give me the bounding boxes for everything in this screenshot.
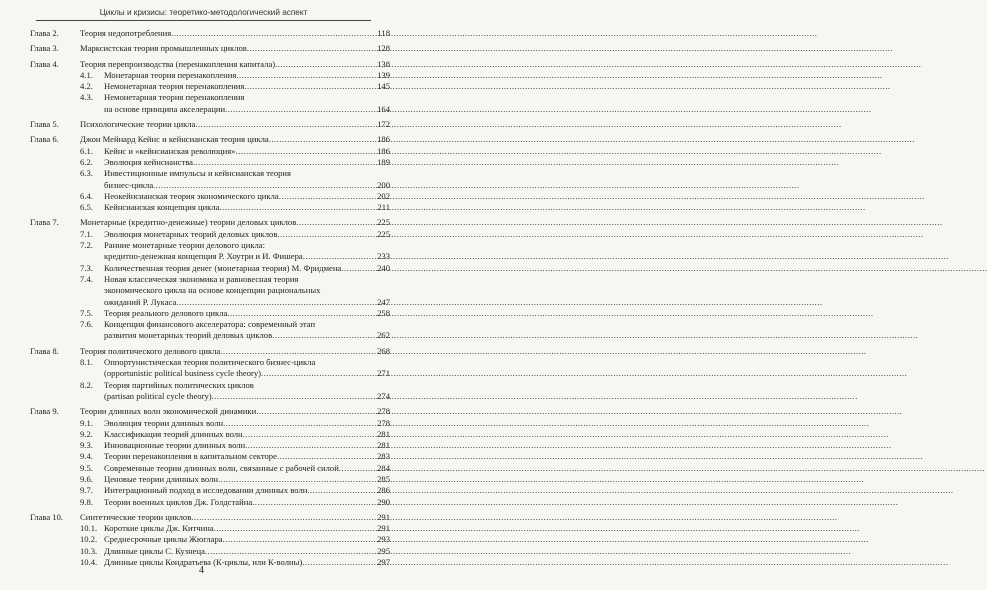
dot-leader	[244, 81, 376, 92]
section-entry	[30, 451, 390, 462]
entry-title: Теории перенакопления в капитальном секторе	[104, 451, 277, 462]
dot-leader	[227, 308, 376, 319]
section-number: 10.1.	[80, 523, 98, 534]
entry-title: Теория политического делового цикла	[80, 345, 221, 356]
page-ref: 225	[377, 228, 390, 239]
entry-continuation	[30, 285, 390, 296]
dot-leader	[205, 546, 376, 557]
dot-leader	[223, 534, 377, 545]
dot-leader	[176, 297, 376, 308]
entry-title: Немонетарная теория перенакопления	[104, 92, 245, 103]
entry-title: Эволюция кейнсианства	[104, 156, 193, 167]
section-number: 10.4.	[80, 557, 98, 568]
chapter-entry	[30, 134, 390, 145]
page-ref: 293	[377, 534, 390, 545]
entry-title: (opportunistic political business cycle theory)	[104, 368, 262, 379]
entry-title: Психологические теории цикла	[80, 119, 196, 130]
page-ref: 281	[377, 428, 390, 439]
entry-title: Кейнс и «кейнсианская революция»	[104, 145, 236, 156]
dot-leader	[245, 440, 376, 451]
chapter-entry	[30, 43, 390, 54]
chapter-number: Глава 10.	[30, 511, 64, 522]
section-entry	[30, 70, 390, 81]
section-entry	[30, 229, 390, 240]
entry-title: Количественная теория денег (монетарная теория) М. Фридмена	[104, 262, 342, 273]
page-number: 4	[199, 565, 204, 576]
section-entry	[30, 485, 390, 496]
entry-title: Длинные циклы Кондратьева (К-циклы, или К-волны)	[104, 557, 303, 568]
chapter-number: Глава 4.	[30, 58, 59, 69]
entry-title: Синтетические теории циклов	[80, 511, 192, 522]
entry-title: бизнес-цикла	[104, 179, 154, 190]
dot-leader	[277, 451, 376, 462]
section-number: 6.1.	[80, 145, 93, 156]
entry-title: Инновационные теории длинных волн	[104, 440, 246, 451]
page-ref: 247	[377, 296, 390, 307]
entry-continuation	[30, 251, 390, 262]
section-entry	[30, 497, 390, 508]
dot-leader	[307, 485, 376, 496]
page-ref: 271	[377, 368, 390, 379]
section-number: 9.5.	[80, 462, 93, 473]
section-entry	[30, 308, 390, 319]
entry-title: Классификация теорий длинных волн	[104, 428, 243, 439]
section-entry	[30, 191, 390, 202]
page-ref: 258	[377, 307, 390, 318]
entry-title: экономического цикла на основе концепции рациональных	[104, 285, 321, 296]
dot-leader	[225, 104, 376, 115]
section-entry	[30, 202, 390, 213]
page-ref: 164	[377, 103, 390, 114]
entry-continuation	[30, 104, 390, 115]
chapter-entry	[30, 59, 390, 70]
section-entry	[30, 418, 390, 429]
page-ref: 186	[377, 134, 390, 145]
entry-title: Короткие циклы Дж. Китчина	[104, 523, 214, 534]
section-entry	[30, 474, 390, 485]
section-number: 4.2.	[80, 81, 93, 92]
entry-title: развития монетарных теорий деловых циклов	[104, 330, 273, 341]
dot-leader	[272, 330, 376, 341]
entry-continuation	[30, 330, 390, 341]
section-entry	[30, 146, 390, 157]
page-ref: 286	[377, 485, 390, 496]
page-ref: 262	[377, 330, 390, 341]
entry-title: (partisan political cycle theory)	[104, 390, 212, 401]
entry-title: Длинные циклы С. Кузнеца	[104, 545, 205, 556]
page-ref: 284	[377, 462, 390, 473]
section-number: 7.5.	[80, 307, 93, 318]
section-entry	[30, 463, 390, 474]
entry-title: Неокейнсианская теория экономического цикла	[104, 190, 279, 201]
entry-title: Теория партийных политических циклов	[104, 379, 254, 390]
section-entry	[30, 523, 390, 534]
dot-leader	[171, 28, 376, 39]
entry-title: кредитно-денежная концепция Р. Хоутри и И. Фишера	[104, 251, 303, 262]
dot-leader	[261, 368, 376, 379]
dot-leader	[303, 251, 376, 262]
page-ref: 281	[377, 440, 390, 451]
entry-title: Эволюция монетарных теорий деловых циклов	[104, 228, 278, 239]
entry-title: Теории военных циклов Дж. Голдстайна	[104, 496, 253, 507]
entry-title: Теория перепроизводства (перенакопления капитала)	[80, 58, 276, 69]
chapter-entry	[30, 512, 390, 523]
page-ref: 233	[377, 251, 390, 262]
page-ref: 202	[377, 190, 390, 201]
section-number: 6.4.	[80, 190, 93, 201]
page-ref: 278	[377, 406, 390, 417]
section-number: 8.1.	[80, 357, 93, 368]
dot-leader	[235, 146, 376, 157]
entry-title: Новая классическая экономика и равновесная теория	[104, 273, 299, 284]
chapter-entry	[30, 119, 390, 130]
dot-leader	[256, 406, 376, 417]
page-ref: 186	[377, 145, 390, 156]
dot-leader	[220, 346, 376, 357]
entry-title: Теории длинных волн экономической динамики	[80, 406, 257, 417]
section-number: 9.4.	[80, 451, 93, 462]
page-ref: 290	[377, 496, 390, 507]
chapter-number: Глава 8.	[30, 345, 59, 356]
page-ref: 274	[377, 390, 390, 401]
entry-title: Ранние монетарные теории делового цикла:	[104, 240, 266, 251]
dot-leader	[275, 59, 376, 70]
entry-title: ожиданий Р. Лукаса	[104, 296, 177, 307]
section-entry	[30, 240, 390, 251]
dot-leader	[195, 119, 376, 130]
entry-title: Теория недопотребления	[80, 28, 172, 38]
dot-leader	[214, 523, 376, 534]
section-entry	[30, 440, 390, 451]
entry-title: Ценовые теории длинных волн	[104, 473, 218, 484]
section-number: 10.2.	[80, 534, 98, 545]
section-number: 9.8.	[80, 496, 93, 507]
page-ref: 139	[377, 69, 390, 80]
chapter-entry	[30, 346, 390, 357]
entry-title: Кейнсианская концепция цикла	[104, 202, 220, 213]
section-number: 9.6.	[80, 473, 93, 484]
dot-leader	[219, 202, 376, 213]
section-number: 7.6.	[80, 319, 93, 330]
section-number: 9.3.	[80, 440, 93, 451]
section-number: 6.3.	[80, 168, 93, 179]
chapter-entry	[30, 217, 390, 228]
chapter-entry	[30, 406, 390, 417]
entry-title: Монетарные (кредитно-денежные) теории деловых циклов	[80, 217, 297, 228]
page-ref: 291	[377, 511, 390, 522]
section-entry	[30, 274, 390, 285]
section-number: 4.1.	[80, 69, 93, 80]
chapter-number: Глава 5.	[30, 119, 59, 130]
entry-title: Среднесрочные циклы Жюглара	[104, 534, 223, 545]
page-ref: 211	[377, 202, 390, 213]
section-number: 9.1.	[80, 417, 93, 428]
entry-continuation	[30, 180, 390, 191]
dot-leader	[279, 191, 376, 202]
dot-leader	[191, 512, 376, 523]
section-number: 9.2.	[80, 428, 93, 439]
page-ref: 145	[377, 81, 390, 92]
dot-leader	[153, 180, 376, 191]
entry-title: на основе принципа акселерации	[104, 103, 226, 114]
dot-leader	[193, 157, 376, 168]
chapter-number: Глава 6.	[30, 134, 59, 145]
section-entry	[30, 319, 390, 330]
page-ref: 138	[377, 58, 390, 69]
page-ref: 297	[377, 557, 390, 568]
dot-leader	[341, 263, 376, 274]
section-number: 6.5.	[80, 202, 93, 213]
section-number: 7.2.	[80, 240, 93, 251]
section-entry	[30, 263, 390, 274]
dot-leader	[243, 429, 376, 440]
dot-leader	[252, 497, 376, 508]
section-entry	[30, 168, 390, 179]
entry-title: Современные теории длинных волн, связанные с рабочей силой	[104, 462, 339, 473]
page-ref: 172	[377, 119, 390, 130]
dot-leader	[296, 217, 376, 228]
entry-continuation	[30, 391, 390, 402]
section-number: 7.1.	[80, 228, 93, 239]
chapter-number: Глава 3.	[30, 43, 59, 54]
entry-title: Джон Мейнард Кейнс и кейнсианская теория цикла	[80, 134, 269, 145]
entry-title: Концепция финансового акселератора: современный этап	[104, 319, 316, 330]
section-entry	[30, 81, 390, 92]
entry-continuation	[30, 297, 390, 308]
page-ref: 285	[377, 473, 390, 484]
entry-title: Марксистская теория промышленных циклов	[80, 43, 247, 54]
entry-title: Немонетарная теория перенакопления	[104, 81, 245, 92]
table-of-contents	[30, 28, 390, 568]
section-number: 7.4.	[80, 273, 93, 284]
dot-leader	[269, 134, 376, 145]
section-number: 4.3.	[80, 92, 93, 103]
dot-leader	[339, 463, 376, 474]
page-ref: 278	[377, 417, 390, 428]
dot-leader	[236, 70, 376, 81]
entry-title: Инвестиционные импульсы и кейнсианская теория	[104, 168, 291, 179]
section-entry	[30, 92, 390, 103]
page-ref: 291	[377, 523, 390, 534]
entry-continuation	[30, 368, 390, 379]
dot-leader	[277, 229, 376, 240]
section-entry	[30, 380, 390, 391]
dot-leader	[218, 474, 376, 485]
page-ref: 189	[377, 156, 390, 167]
chapter-number: Глава 2.	[30, 28, 59, 38]
page-ref: 200	[377, 179, 390, 190]
page-ref: 295	[377, 545, 390, 556]
section-entry	[30, 157, 390, 168]
entry-title: Теория реального делового цикла	[104, 307, 228, 318]
chapter-number: Глава 7.	[30, 217, 59, 228]
chapter-entry	[30, 28, 390, 39]
page-ref: 128	[377, 43, 390, 54]
dot-leader	[212, 391, 376, 402]
entry-title: Интеграционный подход в исследовании длинных волн	[104, 485, 308, 496]
section-entry	[30, 534, 390, 545]
dot-leader	[247, 43, 376, 54]
section-entry	[30, 357, 390, 368]
page-ref: 240	[377, 262, 390, 273]
dot-leader	[223, 418, 376, 429]
page-ref: 118	[377, 28, 390, 38]
section-number: 7.3.	[80, 262, 93, 273]
page-ref: 283	[377, 451, 390, 462]
entry-title: Монетарная теория перенакопления	[104, 69, 237, 80]
section-number: 8.2.	[80, 379, 93, 390]
section-number: 6.2.	[80, 156, 93, 167]
entry-title: Эволюция теории длинных волн	[104, 417, 224, 428]
section-entry	[30, 429, 390, 440]
chapter-number: Глава 9.	[30, 406, 59, 417]
section-number: 9.7.	[80, 485, 93, 496]
page-ref: 268	[377, 345, 390, 356]
page-ref: 225	[377, 217, 390, 228]
section-entry	[30, 546, 390, 557]
running-head: Циклы и кризисы: теоретико-методологический аспект	[36, 6, 371, 21]
section-number: 10.3.	[80, 545, 98, 556]
entry-title: Оппортунистическая теория политического бизнес-цикла	[104, 357, 316, 368]
